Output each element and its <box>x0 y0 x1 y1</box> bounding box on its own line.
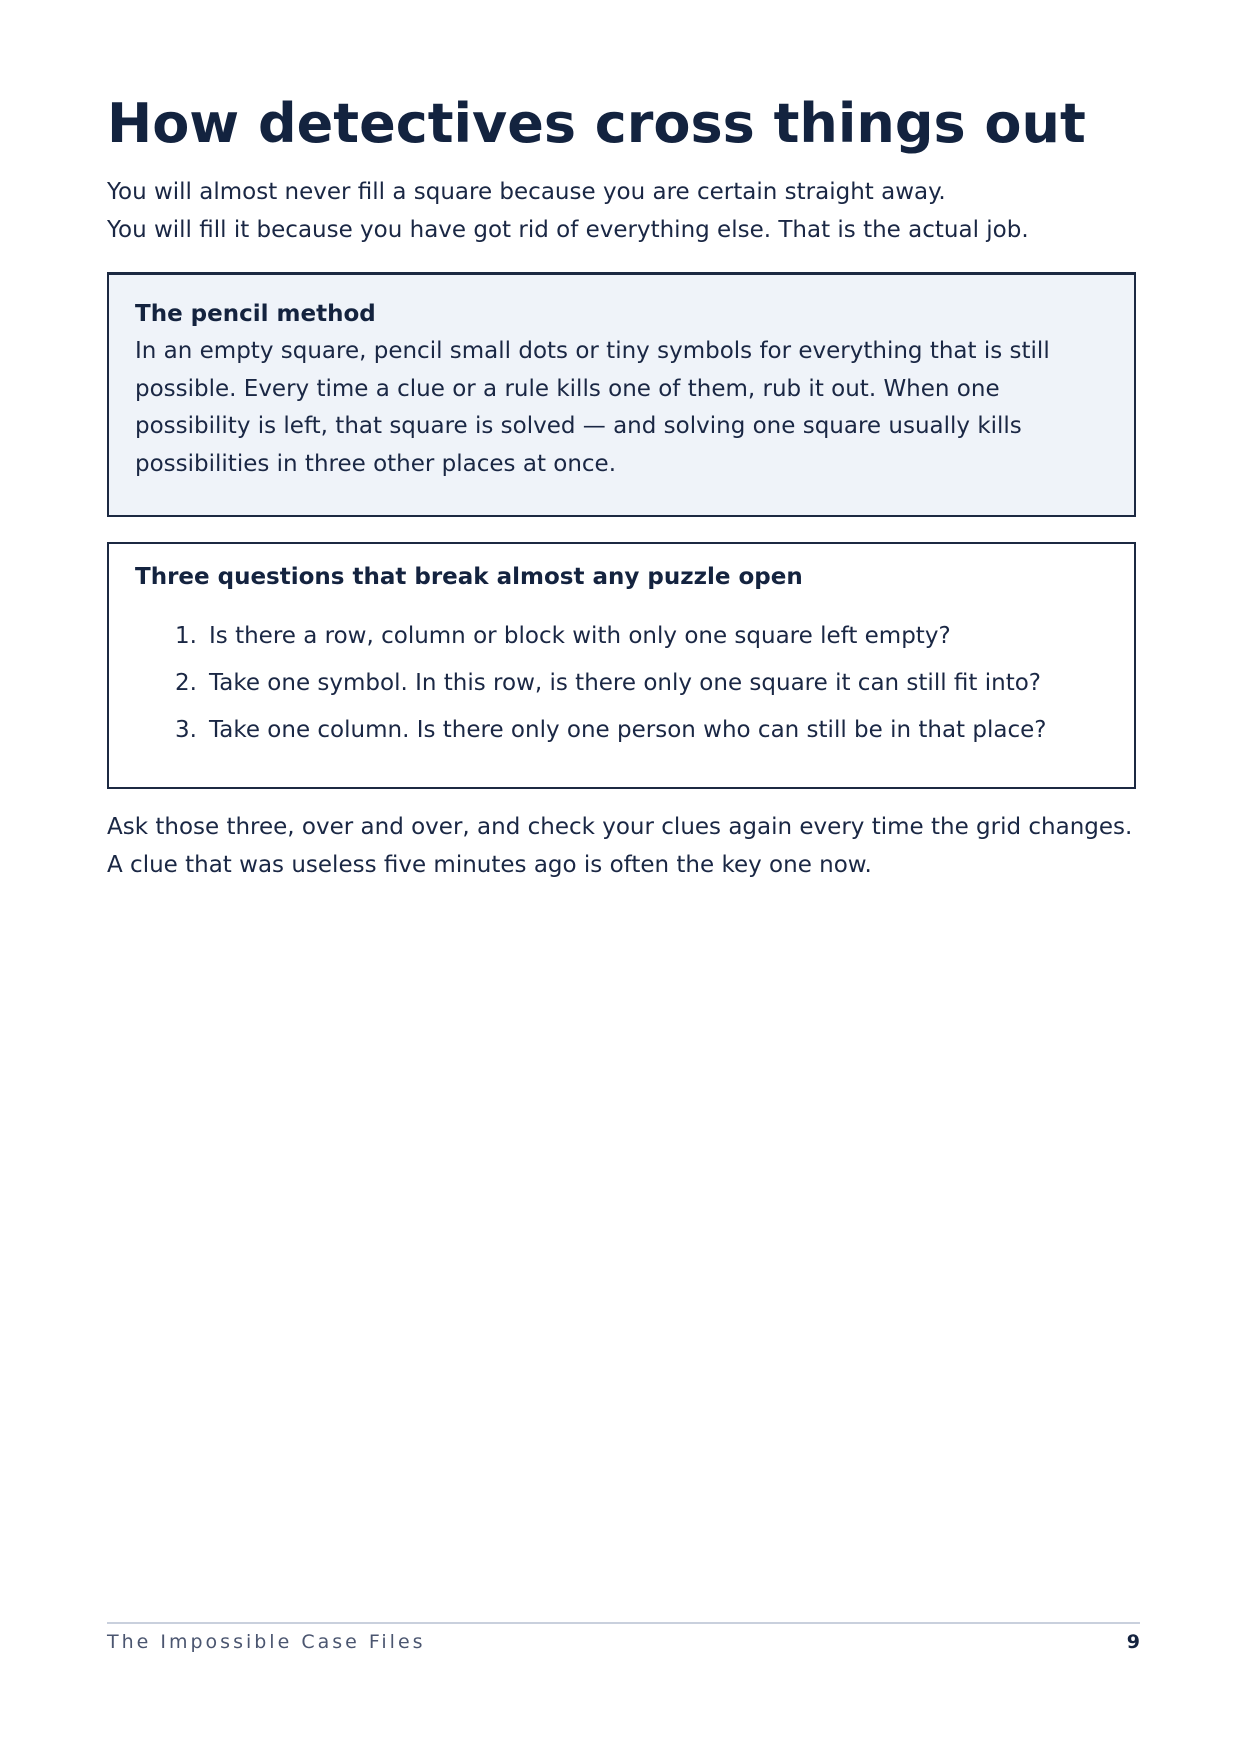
outro-line-1: Ask those three, over and over, and check your clues again every time the grid changes. <box>107 814 1133 840</box>
question-number: 1. <box>175 623 197 649</box>
question-text: Take one symbol. In this row, is there only one square it can still fit into? <box>209 670 1041 696</box>
footer-divider <box>107 1622 1140 1624</box>
pencil-method-text: In an empty square, pencil small dots or tiny symbols for everything that is still possible. Every time a clue or a rule kills one of them, rub it out. When one possibility is left, that square is solved — and solving one square usually kills possibilities in three other places at once. <box>135 338 1050 477</box>
question-text: Is there a row, column or block with only one square left empty? <box>209 623 951 649</box>
question-number: 3. <box>175 717 197 743</box>
questions-title: Three questions that break almost any puzzle open <box>135 564 803 590</box>
footer-book-title: The Impossible Case Files <box>107 1631 426 1653</box>
intro-line-1: You will almost never fill a square because you are certain straight away. <box>107 179 946 205</box>
page-number: 9 <box>1126 1631 1140 1653</box>
list-item <box>135 660 1108 707</box>
question-text: Take one column. Is there only one person who can still be in that place? <box>209 717 1047 743</box>
page-title: How detectives cross things out <box>107 92 1086 155</box>
pencil-method-box <box>107 272 1136 517</box>
question-number: 2. <box>175 670 197 696</box>
questions-box <box>107 542 1136 789</box>
pencil-method-title: The pencil method <box>135 301 376 327</box>
intro-line-2: You will fill it because you have got rid of everything else. That is the actual job. <box>107 216 1029 243</box>
list-item <box>135 707 1108 754</box>
outro-line-2: A clue that was useless five minutes ago is often the key one now. <box>107 851 872 878</box>
outro-paragraph <box>107 809 1140 884</box>
list-item <box>135 613 1108 660</box>
intro-paragraph <box>107 174 1140 249</box>
questions-list <box>135 613 1108 754</box>
